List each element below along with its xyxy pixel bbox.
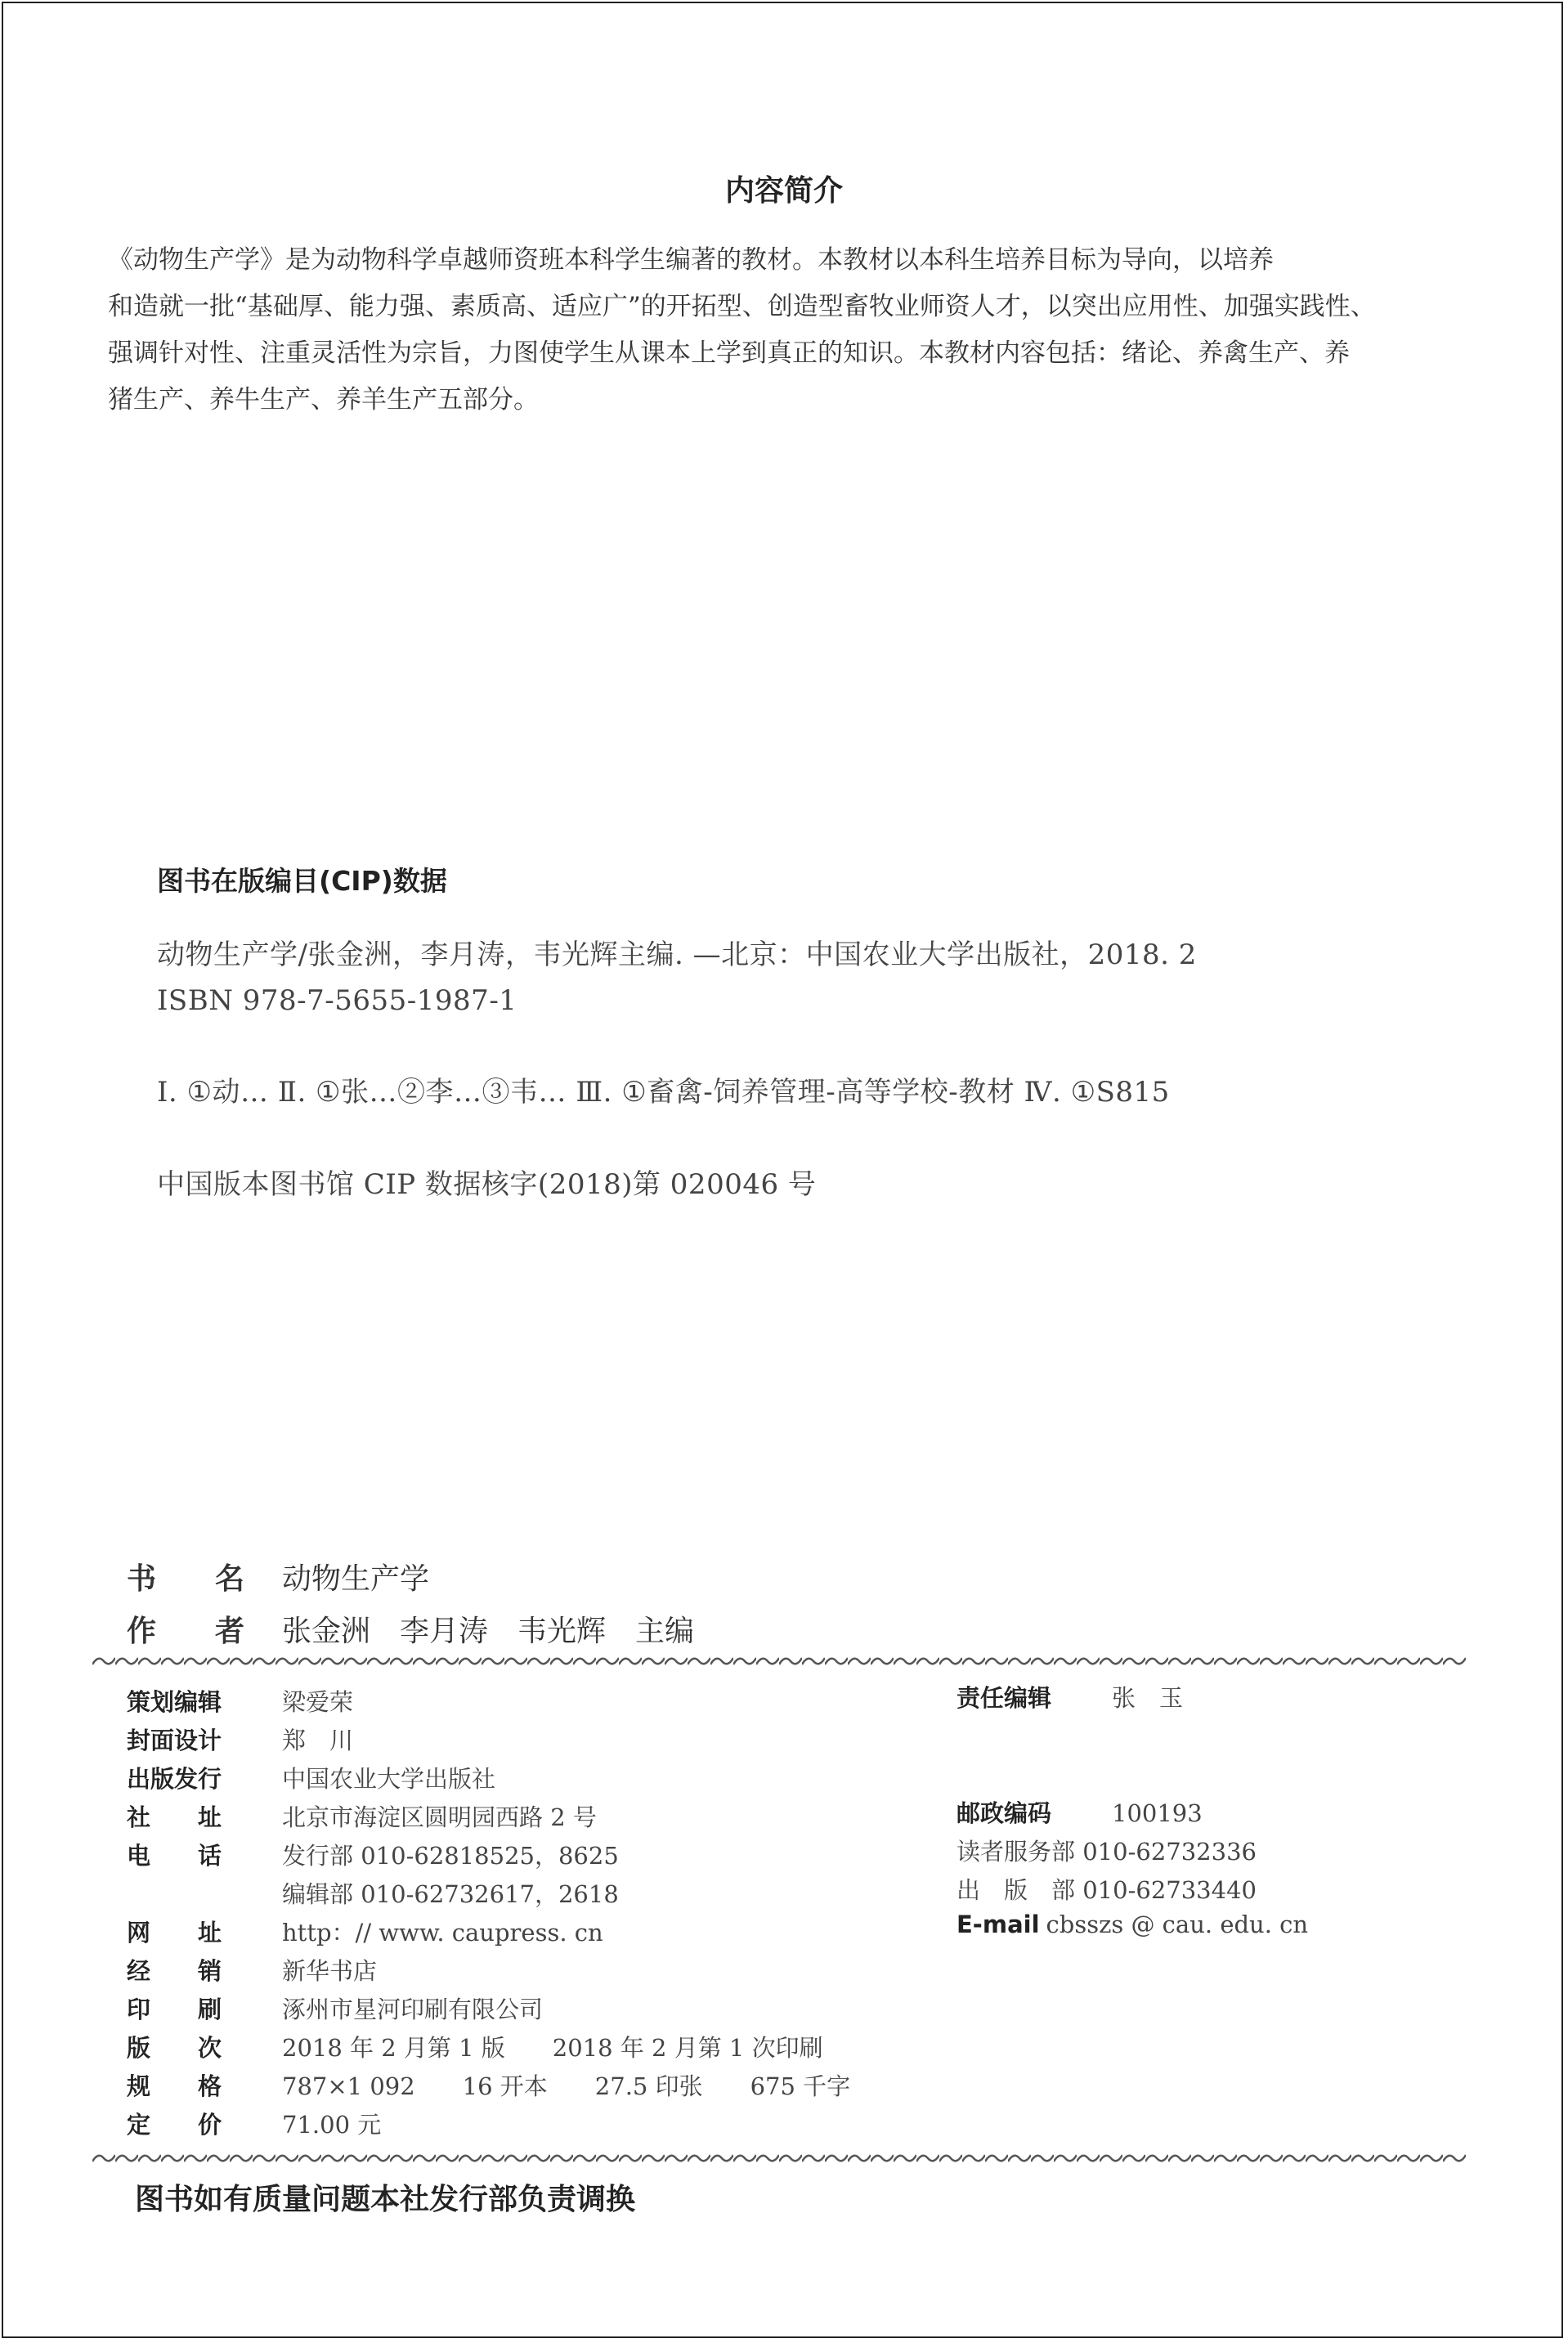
responsible-editor-row: [956, 1680, 1183, 1714]
intro-line: 和造就一批“基础厚、能力强、素质高、适应广”的开拓型、创造型畜牧业师资人才，以突出应用性、加强实践性、: [108, 292, 1376, 321]
phone-sales: 发行部 010-62818525，8625: [282, 1842, 619, 1870]
book-title-label: 书 名: [127, 1562, 245, 1596]
intro-line: 猪生产、养牛生产、养羊生产五部分。: [108, 385, 539, 414]
publisher-row: [127, 1761, 495, 1794]
phone-row: [127, 1838, 619, 1871]
email-row: [956, 1911, 1308, 1938]
reader-service: 读者服务部 010-62732336: [956, 1838, 1257, 1866]
cip-classification: Ⅰ. ①动… Ⅱ. ①张…②李…③韦… Ⅲ. ①畜禽-饲养管理-高等学校-教材 Ⅳ. ①S815: [157, 1076, 1170, 1109]
address-row: [127, 1799, 597, 1833]
price-label: 定 价: [127, 2111, 222, 2139]
intro-line: 《动物生产学》是为动物科学卓越师资班本科学生编著的教材。本教材以本科生培养目标为导向，以培养: [108, 245, 1274, 275]
cover-label: 封面设计: [127, 1727, 222, 1754]
responsible-editor: 张 玉: [1112, 1684, 1184, 1712]
web-link[interactable]: http：// www. caupress. cn: [282, 1919, 603, 1947]
email-label: E-mail: [956, 1911, 1040, 1938]
edition-row: [127, 2030, 823, 2063]
printer-label: 印 刷: [127, 1996, 222, 2023]
cip-record: 动物生产学/张金洲，李月涛，韦光辉主编. —北京：中国农业大学出版社，2018. 2: [157, 939, 1197, 971]
edition-label: 版 次: [127, 2034, 222, 2062]
publishing-dept: 出 版 部 010-62733440: [956, 1876, 1257, 1904]
quality-notice: 图书如有质量问题本社发行部负责调换: [135, 2183, 636, 2216]
printer-row: [127, 1991, 543, 2025]
wave-divider: [92, 1653, 1466, 1669]
address-label: 社 址: [127, 1803, 222, 1831]
cip-isbn: ISBN 978-7-5655-1987-1: [157, 984, 517, 1017]
wave-divider: [92, 2150, 1466, 2166]
postcode: 100193: [1112, 1799, 1203, 1827]
book-author-label: 作 者: [127, 1615, 245, 1648]
cover-designer: 郑 川: [282, 1727, 354, 1754]
phone-label: 电 话: [127, 1842, 222, 1870]
distributor: 新华书店: [282, 1957, 378, 1985]
cover-row: [127, 1723, 353, 1756]
printer: 涿州市星河印刷有限公司: [282, 1996, 544, 2023]
spec: 787×1 092 16 开本 27.5 印张 675 千字: [282, 2072, 851, 2100]
spec-label: 规 格: [127, 2072, 222, 2100]
edition: 2018 年 2 月第 1 版 2018 年 2 月第 1 次印刷: [282, 2034, 823, 2062]
book-authors: 张金洲 李月涛 韦光辉 主编: [282, 1615, 695, 1648]
book-title: 动物生产学: [282, 1562, 430, 1596]
spec-row: [127, 2068, 850, 2102]
price: 71.00 元: [282, 2111, 382, 2139]
cip-approval: 中国版本图书馆 CIP 数据核字(2018)第 020046 号: [157, 1168, 817, 1201]
book-title-row: [127, 1556, 429, 1597]
phone-editorial: 编辑部 010-62732617，2618: [282, 1880, 619, 1908]
cip-heading: 图书在版编目(CIP)数据: [157, 865, 447, 897]
price-row: [127, 2107, 381, 2140]
responsible-editor-label: 责任编辑: [956, 1684, 1052, 1712]
email-link[interactable]: cbsszs @ cau. edu. cn: [1046, 1911, 1309, 1938]
postcode-row: [956, 1795, 1203, 1829]
intro-line: 强调针对性、注重灵活性为宗旨，力图使学生从课本上学到真正的知识。本教材内容包括：绪论、养禽生产、养: [108, 338, 1350, 368]
web-row: [127, 1915, 603, 1948]
intro-title: 内容简介: [724, 174, 843, 208]
publisher: 中国农业大学出版社: [282, 1765, 496, 1793]
address: 北京市海淀区圆明园西路 2 号: [282, 1803, 597, 1831]
planning-editor-row: [127, 1684, 353, 1718]
intro-paragraph: [108, 237, 1508, 423]
publisher-label: 出版发行: [127, 1765, 222, 1793]
web-label: 网 址: [127, 1919, 222, 1947]
book-author-row: [127, 1608, 694, 1650]
planning-editor: 梁爱荣: [282, 1688, 354, 1716]
postcode-label: 邮政编码: [956, 1799, 1052, 1827]
distributor-row: [127, 1953, 377, 1987]
planning-editor-label: 策划编辑: [127, 1688, 222, 1716]
distributor-label: 经 销: [127, 1957, 222, 1985]
